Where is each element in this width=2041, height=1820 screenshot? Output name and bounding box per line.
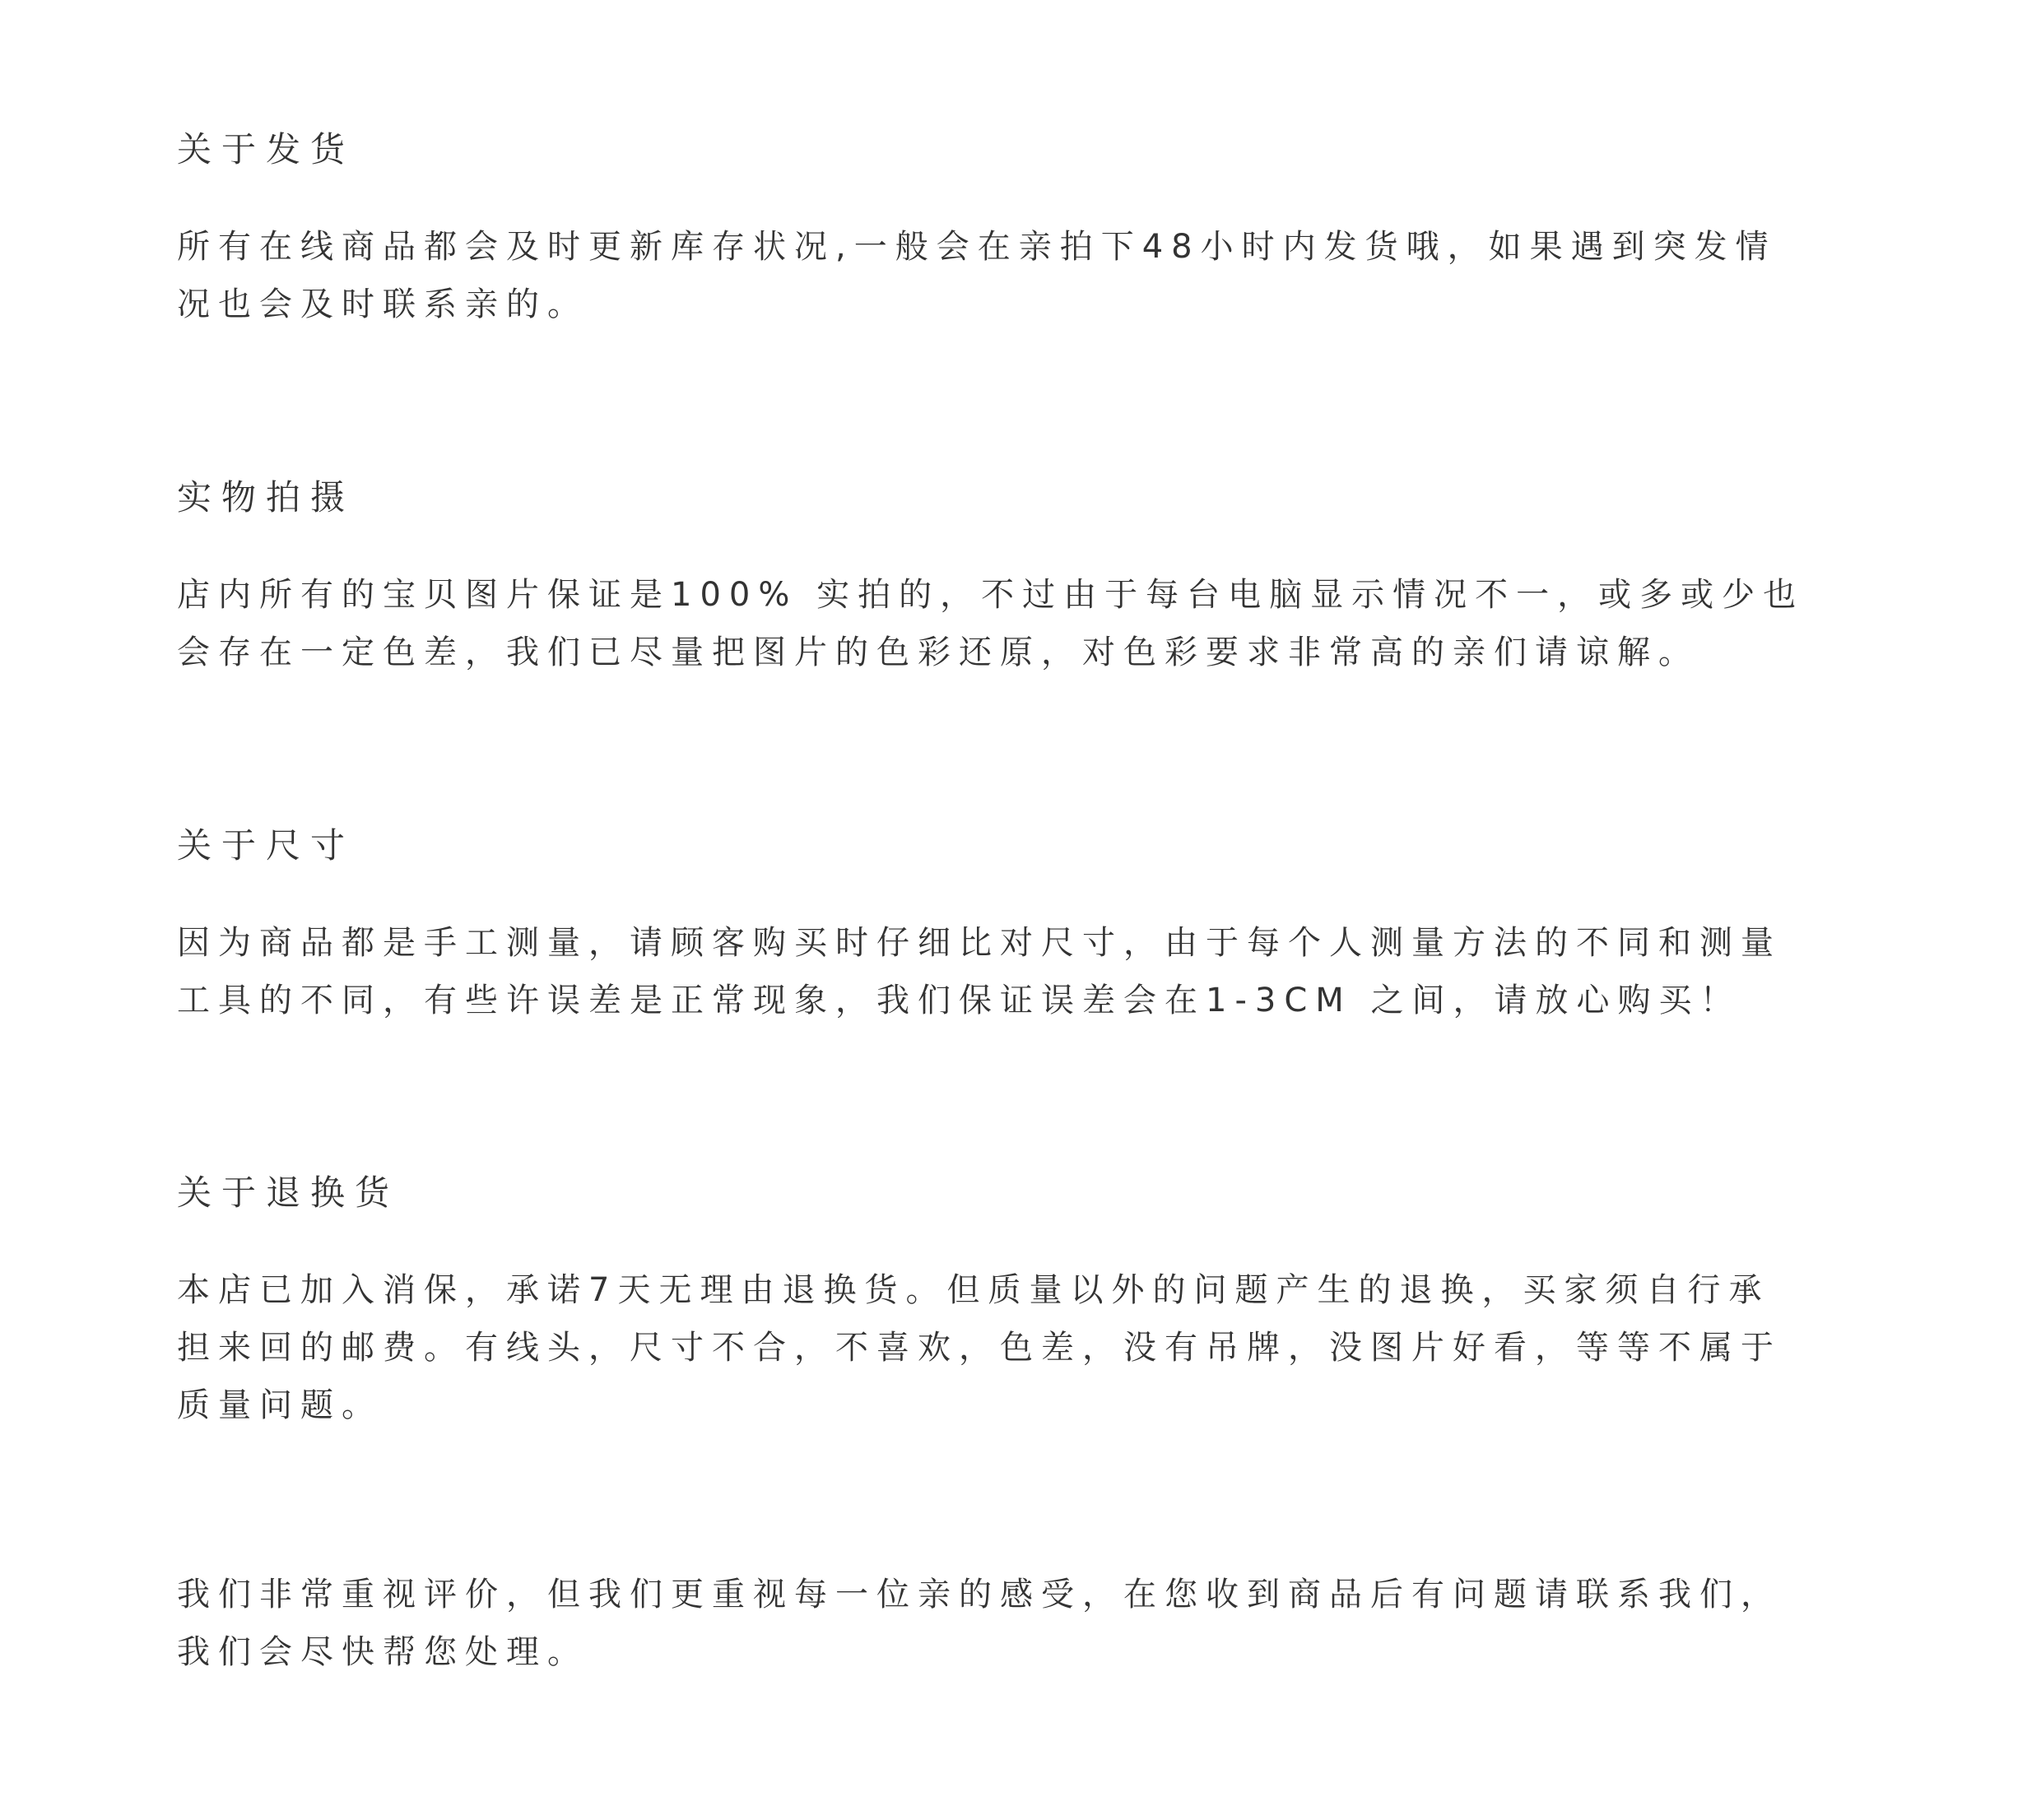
shipping-heading: 关于发货 [177,129,356,169]
closing-paragraph [177,1566,1913,1681]
size-line: 工具的不同，有些许误差是正常现象，我们保证误差会在1-3CM 之间，请放心购买！ [177,982,1741,1019]
closing-line: 我们会尽快帮您处理。 [177,1633,588,1671]
shipping-line: 所有在线商品都会及时更新库存状况,一般会在亲拍下48小时内发货哦，如果遇到突发情 [177,228,1777,266]
size-line: 因为商品都是手工测量，请顾客购买时仔细比对尺寸，由于每个人测量方法的不同和测量 [177,924,1782,962]
size-heading: 关于尺寸 [177,825,356,866]
photography-line: 会存在一定色差，我们已尽量把图片的色彩还原，对色彩要求非常高的亲们请谅解。 [177,634,1699,671]
returns-heading: 关于退换货 [177,1172,400,1213]
size-paragraph [177,914,1913,1029]
shipping-line: 况也会及时联系亲的。 [177,286,588,323]
photography-paragraph [177,566,1913,681]
returns-paragraph [177,1261,1913,1434]
returns-line: 担来回的邮费。有线头，尺寸不合，不喜欢，色差，没有吊牌，没图片好看，等等不属于 [177,1329,1782,1367]
shipping-paragraph [177,218,1913,333]
closing-line: 我们非常重视评价，但我们更重视每一位亲的感受，在您收到商品后有问题请联系我们， [177,1576,1782,1613]
returns-line: 本店已加入消保，承诺7天无理由退换货。但质量以外的问题产生的退换，买家须自行承 [177,1271,1770,1309]
returns-line: 质量问题。 [177,1386,383,1424]
photography-line: 店内所有的宝贝图片保证是100% 实拍的，不过由于每台电脑显示情况不一，或多或少也 [177,576,1805,614]
photography-heading: 实物拍摄 [177,477,356,518]
